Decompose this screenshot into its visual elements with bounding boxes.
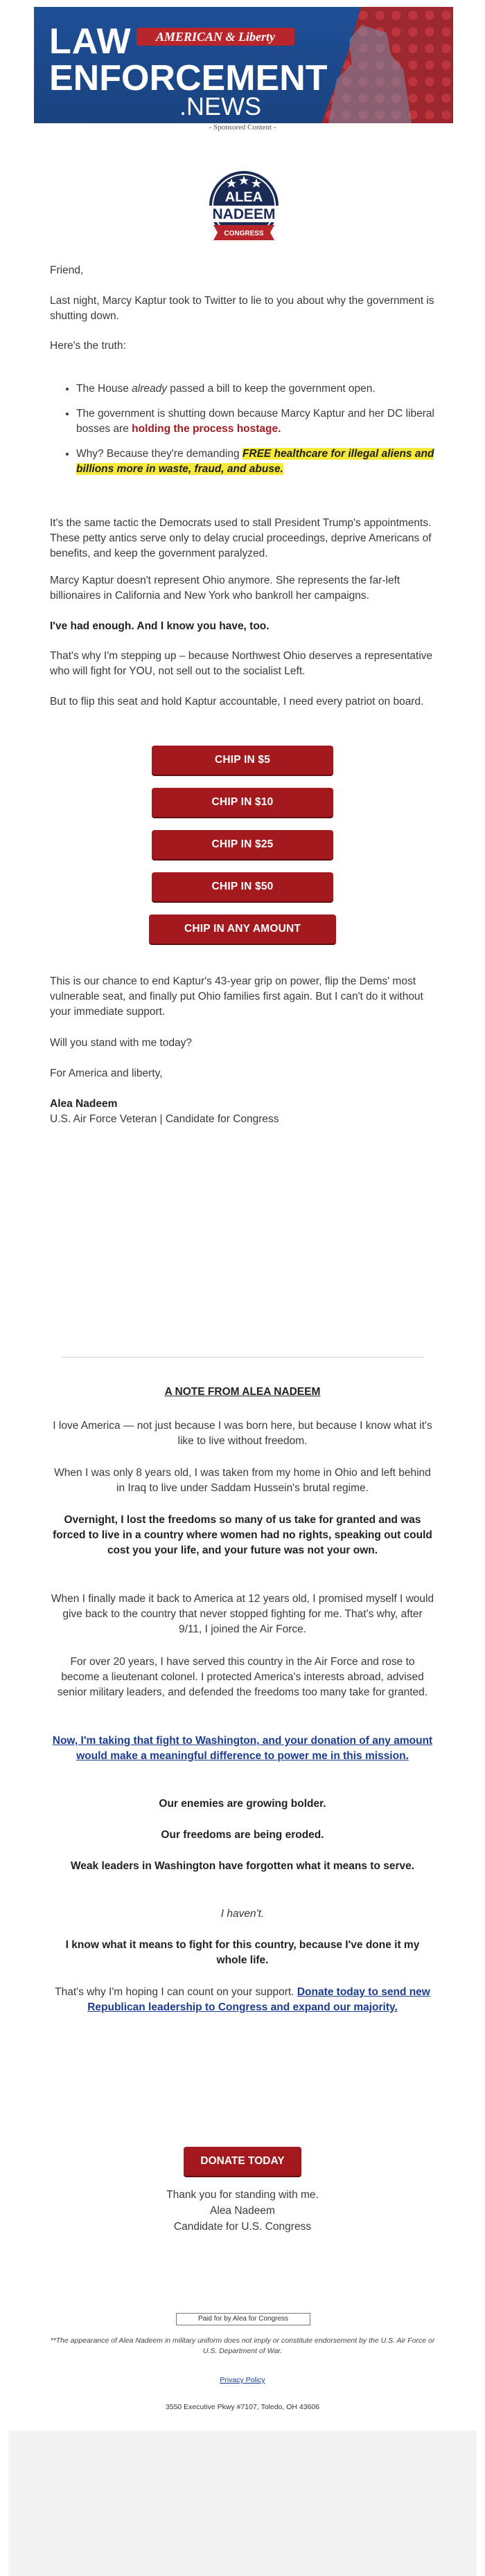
- logo-first-name: ALEA: [224, 190, 263, 205]
- banner-title-line2: ENFORCEMENT: [49, 58, 328, 98]
- truth-lead: Here's the truth:: [50, 340, 126, 352]
- privacy-policy-link[interactable]: Privacy Policy: [220, 2376, 265, 2384]
- note-return-america: When I finally made it back to America at 12 years old, I promised myself I would give back to the country that never stopped fighting for me. That's why, after 9/11, I joined the Air Force.: [51, 1593, 434, 1635]
- uniform-disclaimer: **The appearance of Alea Nadeem in military uniform does not imply or constitute endorsement by the U.S. Air Force or U.S. Department of War.: [50, 2336, 435, 2355]
- note-love-america: I love America — not just because I was born here, but because I know what it's like to live without freedom.: [53, 1420, 432, 1447]
- note-freedoms-eroded: Our freedoms are being eroded.: [161, 1829, 324, 1841]
- signature-name: Alea Nadeem: [50, 1098, 118, 1110]
- chip-in-50-button[interactable]: CHIP IN $50: [152, 872, 333, 901]
- alea-nadeem-congress-logo: [183, 168, 305, 244]
- bullet-demands: • Why? Because they're demanding FREE healthcare for illegal aliens and billions more in waste, fraud, and abuse.: [76, 447, 461, 477]
- intro-paragraph: Last night, Marcy Kaptur took to Twitter to lie to you about why the government is shutting down.: [50, 295, 434, 322]
- had-enough-line: I've had enough. And I know you have, too.: [50, 620, 270, 632]
- tactic-paragraph: It's the same tactic the Democrats used to stall President Trump's appointments. These petty antics serve only to delay crucial proceedings, deprive Americans of benefits, and keep the government paralyzed.: [50, 517, 432, 559]
- note-support-request: That's why I'm hoping I can count on your support. Donate today to send new Republican leadership to Congress and expand our majority.: [55, 1986, 430, 2013]
- note-air-force-service: For over 20 years, I have served this country in the Air Force and rose to become a lieutenant colonel. I protected America's interests abroad, advised senior military leaders, and defended the freedoms too many take for granted.: [57, 1656, 428, 1698]
- donation-mission-link[interactable]: Now, I'm taking that fight to Washington, and your donation of any amount would make a meaningful difference to power me in this mission.: [52, 1735, 433, 1762]
- footer-background: [8, 2431, 477, 2576]
- banner-title-line3: .NEWS: [179, 92, 262, 120]
- bullet-shutdown-cause: • The government is shutting down because Marcy Kaptur and her DC liberal bosses are holding the process hostage.: [76, 406, 461, 437]
- chip-in-25-button[interactable]: CHIP IN $25: [152, 830, 333, 859]
- note-lost-freedoms: Overnight, I lost the freedoms so many of us take for granted and was forced to live in a country where women had no rights, speaking out could cost you your life, and your future was not your own.: [53, 1514, 432, 1556]
- logo-ribbon: CONGRESS: [224, 230, 264, 237]
- paid-for-box: Paid for by Alea for Congress: [176, 2313, 310, 2325]
- closing-title: Candidate for U.S. Congress: [173, 2221, 312, 2233]
- bullet-house-passed: • The House already passed a bill to keep the government open.: [76, 381, 461, 397]
- signature-title: U.S. Air Force Veteran | Candidate for Congress: [50, 1113, 279, 1125]
- note-fight-whole-life: I know what it means to fight for this country, because I've done it my whole life.: [65, 1939, 420, 1966]
- truth-bullet-list: [50, 381, 461, 487]
- note-enemies: Our enemies are growing bolder.: [159, 1798, 326, 1810]
- highlighted-demand: FREE healthcare for illegal aliens and billions more in waste, fraud, and abuse.: [76, 448, 434, 475]
- note-heading: A NOTE FROM ALEA NADEEM: [164, 1386, 321, 1398]
- banner-title-line1: LAW: [49, 21, 132, 62]
- stand-with-me: Will you stand with me today?: [50, 1037, 193, 1049]
- chip-in-10-button[interactable]: CHIP IN $10: [152, 788, 333, 817]
- tag-left: AMERICAN: [155, 30, 223, 44]
- hostage-emphasis: holding the process hostage.: [132, 423, 281, 435]
- chip-in-any-amount-button[interactable]: CHIP IN ANY AMOUNT: [149, 915, 336, 944]
- closing-thanks: Thank you for standing with me.: [166, 2189, 319, 2201]
- law-enforcement-news-banner[interactable]: [34, 7, 453, 123]
- stepping-up-paragraph: That's why I'm stepping up – because Northwest Ohio deserves a representative who will fight for YOU, not sell out to the socialist Left.: [50, 650, 433, 677]
- donate-leadership-link[interactable]: Donate today to send new Republican leadership to Congress and expand our majority.: [87, 1986, 430, 2013]
- chip-in-5-button[interactable]: CHIP IN $5: [152, 746, 333, 775]
- donate-today-button[interactable]: DONATE TODAY: [184, 2147, 301, 2176]
- note-i-havent: I haven't.: [220, 1908, 265, 1920]
- kaptur-paragraph: Marcy Kaptur doesn't represent Ohio anymore. She represents the far-left billionaires in California and New York who bankroll her campaigns.: [50, 575, 400, 602]
- note-iraq-childhood: When I was only 8 years old, I was taken from my home in Ohio and left behind in Iraq to live under Saddam Hussein's brutal regime.: [54, 1467, 431, 1494]
- mailing-address: 3550 Executive Pkwy #7107, Toledo, OH 43606: [165, 2403, 320, 2411]
- greeting: Friend,: [50, 264, 84, 276]
- logo-last-name: NADEEM: [212, 206, 276, 222]
- tag-amp: &: [225, 30, 236, 44]
- american-liberty-tag: [136, 28, 294, 46]
- sponsored-label: - Sponsored Content -: [209, 123, 276, 132]
- tag-right: Liberty: [238, 30, 276, 44]
- chance-paragraph: This is our chance to end Kaptur's 43-year grip on power, flip the Dems' most vulnerable seat, and finally put Ohio families first again. But I can't do it without your immediate support.: [50, 975, 423, 1018]
- closing-name: Alea Nadeem: [210, 2205, 275, 2217]
- patriot-paragraph: But to flip this seat and hold Kaptur accountable, I need every patriot on board.: [50, 696, 424, 708]
- section-divider: [61, 1357, 424, 1358]
- closing-salutation: For America and liberty,: [50, 1068, 163, 1079]
- note-weak-leaders: Weak leaders in Washington have forgotten what it means to serve.: [70, 1860, 415, 1872]
